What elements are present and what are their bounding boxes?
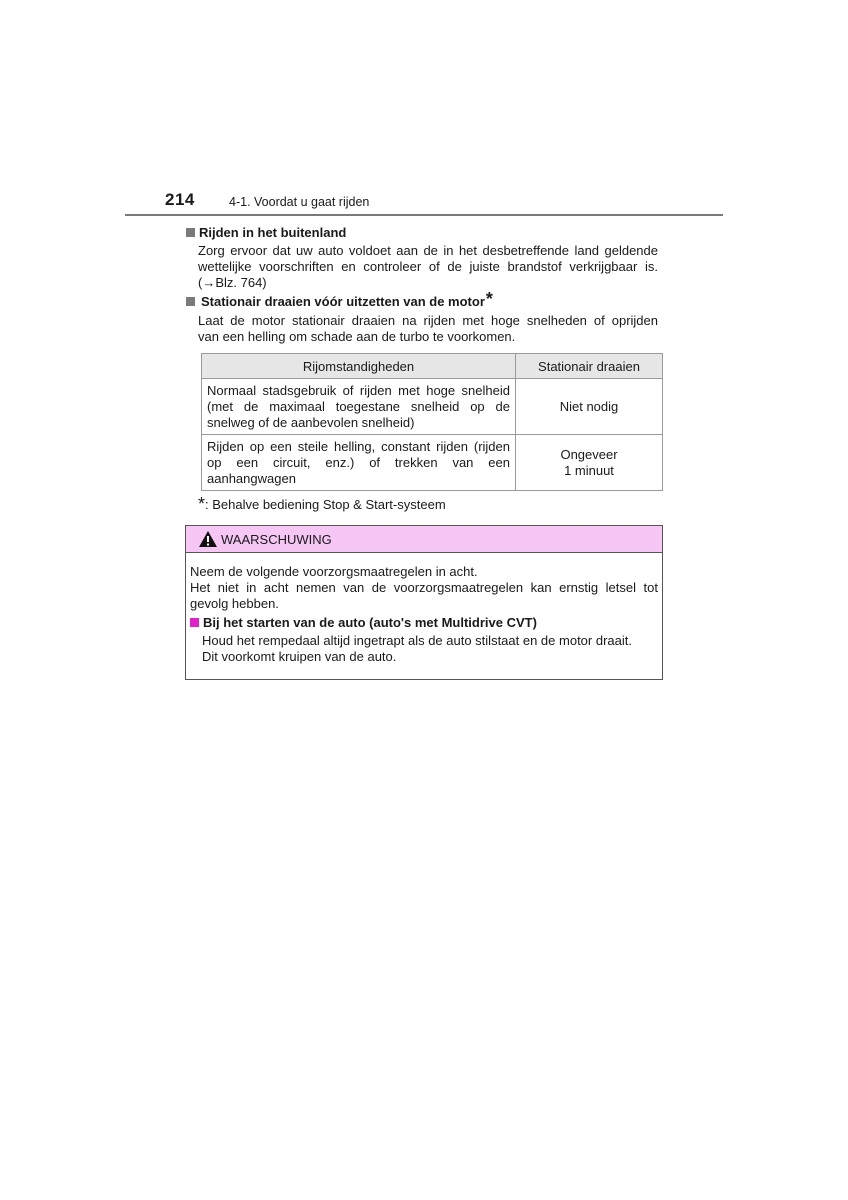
body-line: Laat de motor stationair draaien na rijden met hoge snelheden of oprijden bbox=[198, 313, 658, 328]
warning-body bbox=[186, 553, 662, 665]
body-line: van een helling om schade aan de turbo te voorkomen. bbox=[198, 329, 516, 344]
header-divider bbox=[125, 214, 723, 216]
warning-header bbox=[186, 526, 662, 553]
page-number: 214 bbox=[165, 190, 195, 209]
warning-triangle-icon bbox=[198, 530, 218, 548]
section-heading-idle bbox=[186, 289, 493, 309]
footnote bbox=[198, 494, 446, 514]
warning-box bbox=[185, 525, 663, 680]
warning-line: Dit voorkomt kruipen van de auto. bbox=[202, 649, 397, 664]
square-bullet-icon bbox=[190, 618, 199, 627]
section-heading-abroad bbox=[186, 225, 346, 240]
body-line: wettelijke voorschriften en controleer of de juiste brandstof verkrijgbaar is. bbox=[198, 259, 658, 274]
warning-subheading bbox=[190, 615, 658, 631]
section-body-idle bbox=[198, 313, 658, 345]
warning-label: WAARSCHUWING bbox=[221, 531, 332, 547]
warning-line: Houd het rempedaal altijd ingetrapt als de auto stilstaat en de motor draait. bbox=[202, 633, 632, 648]
chapter-title: 4-1. Voordat u gaat rijden bbox=[229, 195, 370, 209]
idle-value: Niet nodig bbox=[559, 398, 619, 414]
table-row bbox=[202, 435, 663, 491]
table-cell-idle bbox=[516, 379, 663, 435]
warning-line: Het niet in acht nemen van de voorzorgsmaatregelen kan ernstig letsel tot bbox=[190, 580, 658, 595]
table-row bbox=[202, 379, 663, 435]
section-heading-idle-text: Stationair draaien vóór uitzetten van de motor bbox=[201, 294, 485, 309]
page-reference: (→Blz. 764) bbox=[198, 275, 267, 290]
idle-value: 1 minuut bbox=[564, 462, 614, 478]
footnote-marker: * bbox=[198, 494, 206, 514]
footnote-text: : Behalve bediening Stop & Start-systeem bbox=[205, 497, 446, 512]
section-body-abroad bbox=[198, 243, 658, 291]
square-bullet-icon bbox=[186, 297, 195, 306]
table-header-row bbox=[202, 354, 663, 379]
warning-subheading-text: Bij het starten van de auto (auto's met Multidrive CVT) bbox=[203, 615, 537, 630]
column-header: Rijomstandigheden bbox=[202, 354, 516, 379]
column-header: Stationair draaien bbox=[516, 354, 663, 379]
warning-sub-body bbox=[190, 633, 658, 665]
warning-line: gevolg hebben. bbox=[190, 596, 279, 611]
table-cell-condition: Normaal stadsgebruik of rijden met hoge snelheid (met de maximaal toegestane snelheid op de snelweg of de aanbevolen snelheid) bbox=[202, 379, 516, 435]
idle-value: Ongeveer bbox=[560, 446, 618, 462]
body-line: Zorg ervoor dat uw auto voldoet aan de in het desbetreffende land geldende bbox=[198, 243, 658, 258]
idle-conditions-table bbox=[201, 353, 663, 491]
square-bullet-icon bbox=[186, 228, 195, 237]
table-cell-condition: Rijden op een steile helling, constant rijden (rijden op een circuit, enz.) of trekken van een aanhangwagen bbox=[202, 435, 516, 491]
warning-line: Neem de volgende voorzorgsmaatregelen in acht. bbox=[190, 564, 478, 579]
footnote-marker: * bbox=[485, 289, 493, 309]
table-cell-idle bbox=[516, 435, 663, 491]
section-heading-abroad-text: Rijden in het buitenland bbox=[199, 225, 347, 240]
